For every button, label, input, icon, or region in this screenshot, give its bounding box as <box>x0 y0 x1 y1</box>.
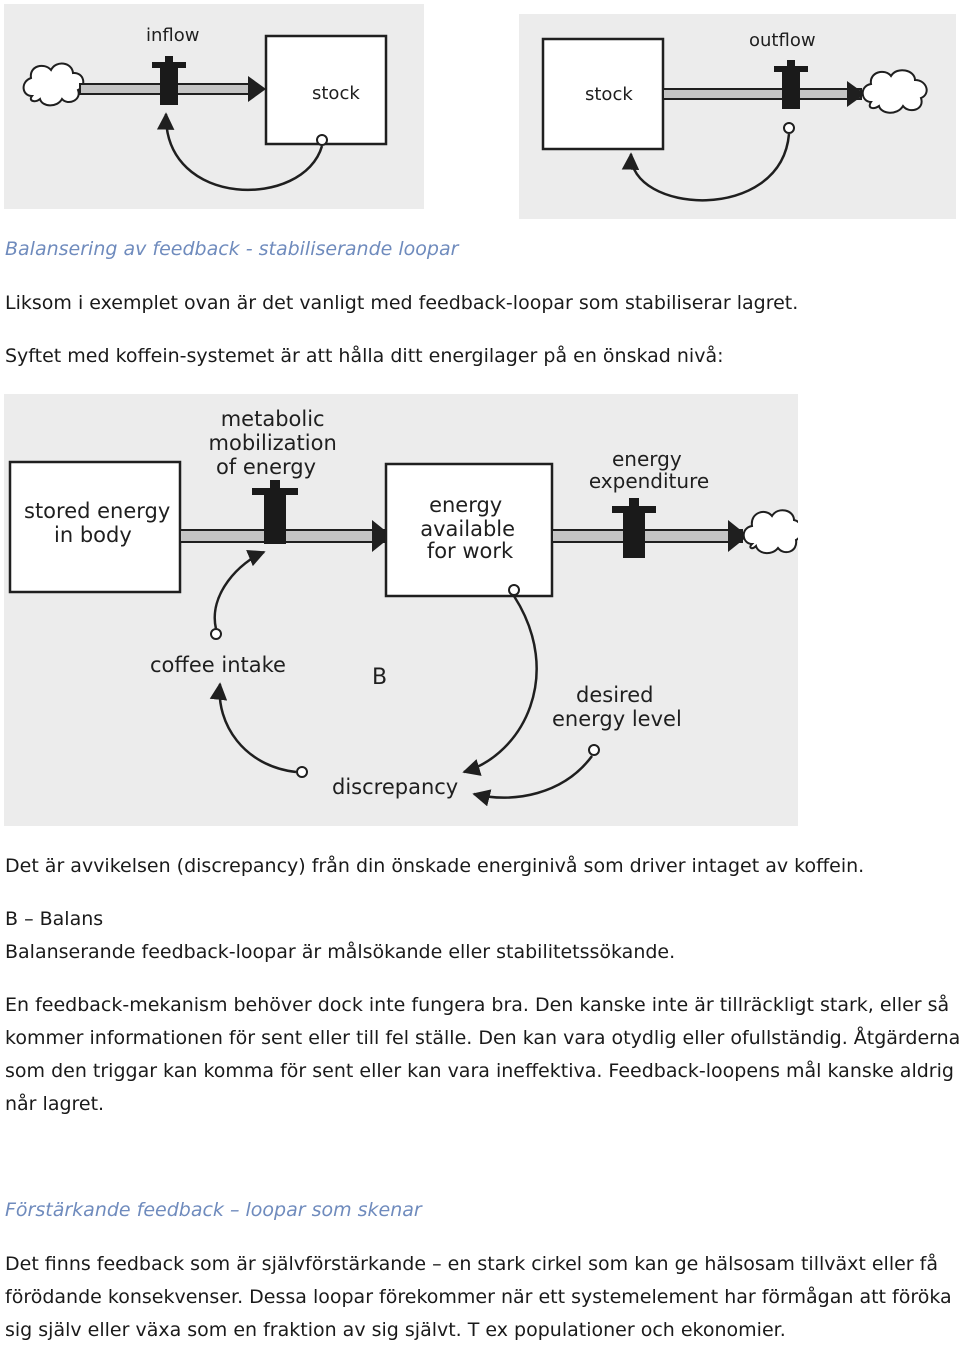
discrepancy-link-dot <box>297 767 307 777</box>
stock-label: stock <box>312 83 360 104</box>
paragraph-reinforcing-line-2: förödande konsekvenser. Dessa loopar förekommer när ett systemelement har förmågan att föröka <box>5 1286 952 1308</box>
paragraph-caffeine-purpose: Syftet med koffein-systemet är att hålla ditt energilager på en önskad nivå: <box>5 345 724 367</box>
outflow-label: outflow <box>749 30 816 51</box>
available-link-dot <box>509 585 519 595</box>
balance-title: B – Balans <box>5 908 104 930</box>
stored-energy-label: stored energy in body <box>24 499 171 547</box>
paragraph-discrepancy: Det är avvikelsen (discrepancy) från din önskade energinivå som driver intaget av koffein. <box>5 855 865 877</box>
sink-cloud-icon <box>863 70 927 113</box>
outflow-valve-icon <box>774 60 808 109</box>
paragraph-reinforcing-line-3: sig själv eller växa som en fraktion av sig självt. T ex populationer och ekonomier. <box>5 1319 786 1341</box>
coffee-link-dot <box>211 629 221 639</box>
balance-description: Balanserande feedback-loopar är målsökande eller stabilitetssökande. <box>5 941 676 963</box>
feedback-origin-dot <box>784 123 794 133</box>
flow-pipe-right <box>552 530 742 542</box>
feedback-origin-dot <box>317 135 327 145</box>
coffee-intake-label: coffee intake <box>150 653 286 677</box>
outflow-diagram <box>519 14 956 219</box>
desired-to-discrepancy-arrow <box>474 756 592 798</box>
energy-available-label: energy available for work <box>420 493 516 563</box>
desired-energy-level-label: desired energy level <box>552 683 682 731</box>
loop-type-label: B <box>372 665 388 690</box>
paragraph-mechanism-line-2: kommer informationen för sent eller till fel ställe. Den kan vara otydlig eller ofullständig. Åtgärderna <box>5 1027 960 1049</box>
energy-expenditure-label: energy expenditure <box>588 447 710 493</box>
inflow-valve-icon <box>152 56 186 105</box>
source-cloud-icon <box>24 64 84 106</box>
section-heading-reinforcing: Förstärkande feedback – loopar som skenar <box>5 1199 422 1221</box>
energy-balance-diagram <box>4 394 798 826</box>
paragraph-reinforcing-line-1: Det finns feedback som är självförstärkande – en stark cirkel som kan ge hälsosam tillväxt eller få <box>5 1253 938 1275</box>
paragraph-mechanism-line-1: En feedback-mekanism behöver dock inte fungera bra. Den kanske inte är tillräckligt stark, eller så <box>5 994 950 1016</box>
inflow-diagram <box>4 4 424 209</box>
flow-arrow-icon <box>248 76 266 102</box>
inflow-label: inflow <box>146 25 200 46</box>
paragraph-mechanism-line-3: som den triggar kan komma för sent eller kan vara ineffektiva. Feedback-loopens mål kanske aldrig <box>5 1060 954 1082</box>
flow-pipe <box>663 89 861 99</box>
discrepancy-label: discrepancy <box>332 775 459 799</box>
stock-label: stock <box>585 84 633 105</box>
sink-cloud-icon <box>744 510 798 553</box>
desired-link-dot <box>589 745 599 755</box>
paragraph-mechanism-line-4: når lagret. <box>5 1093 105 1115</box>
expenditure-valve-icon <box>612 498 656 558</box>
paragraph-stabilizing: Liksom i exemplet ovan är det vanligt med feedback-loopar som stabiliserar lagret. <box>5 292 799 314</box>
section-heading-balancing: Balansering av feedback - stabiliserande loopar <box>5 238 459 260</box>
discrepancy-to-coffee-arrow <box>220 684 296 772</box>
metabolic-mobilization-label: metabolic mobilization of energy <box>208 407 337 479</box>
coffee-to-metabolic-arrow <box>215 552 264 629</box>
available-to-discrepancy-arrow <box>464 596 537 772</box>
